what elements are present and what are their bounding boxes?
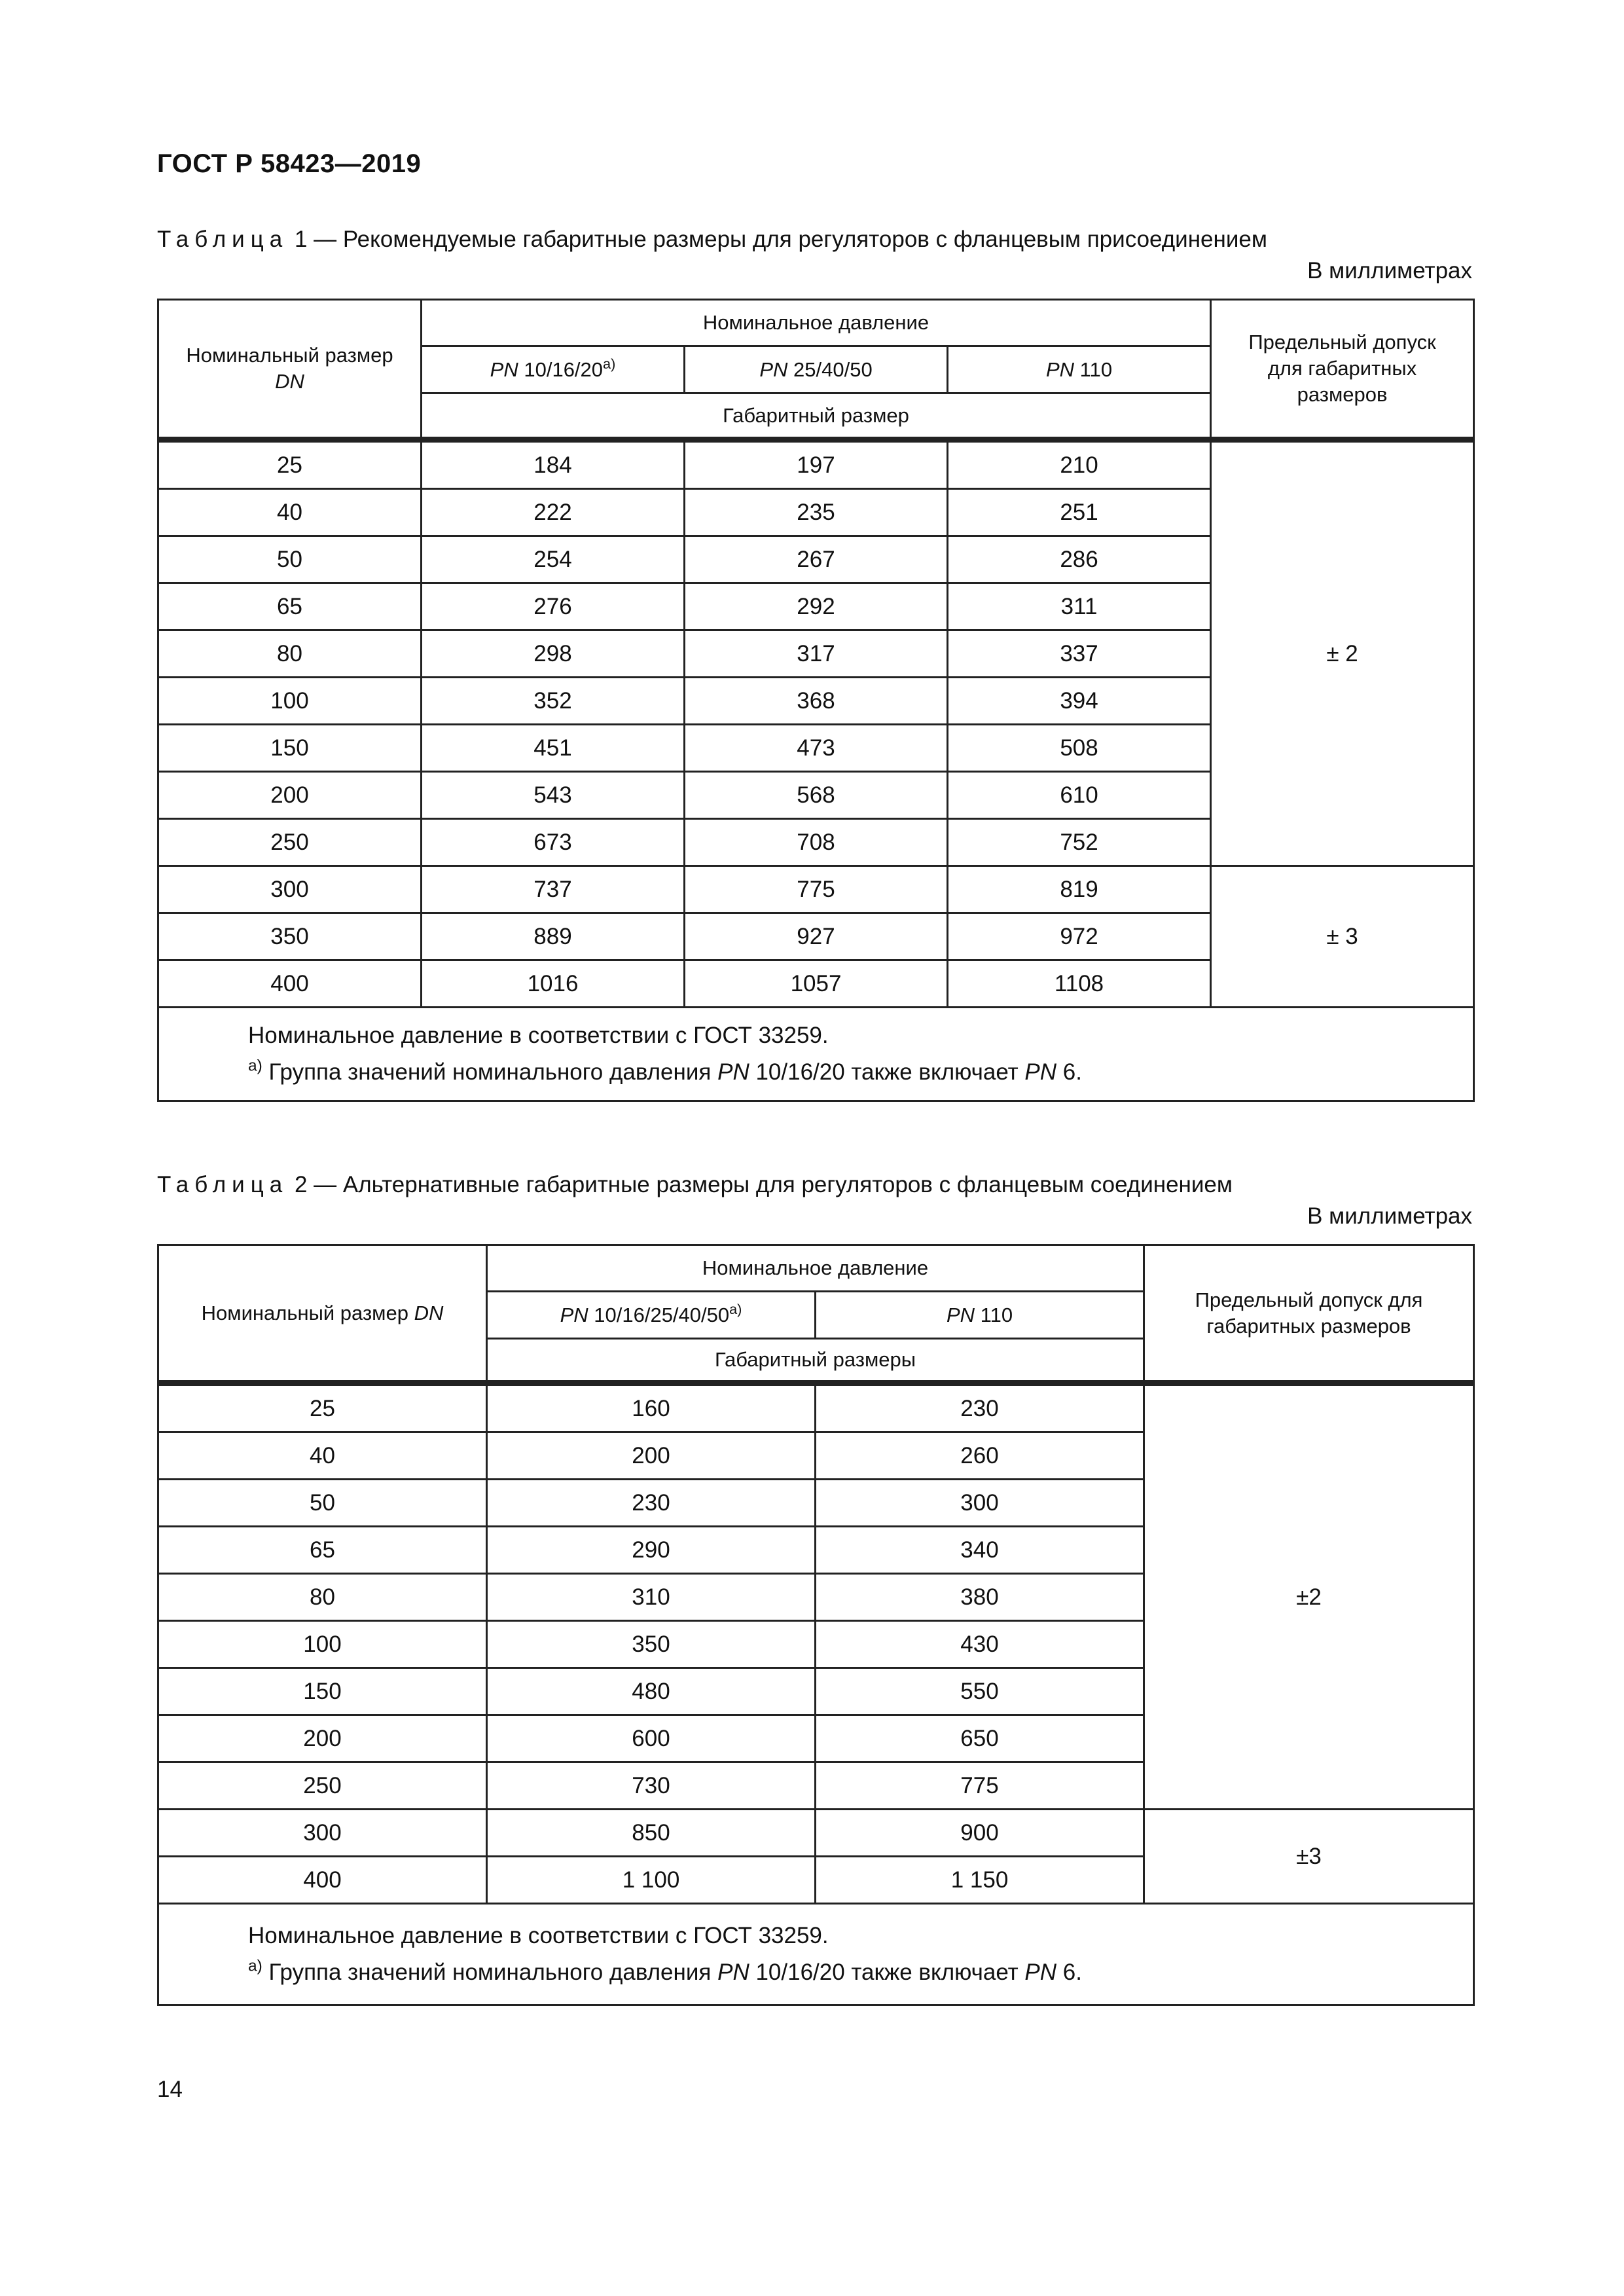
- table1-dimension-header: Габаритный размер: [422, 393, 1211, 440]
- table-cell: 730: [487, 1762, 816, 1810]
- table-cell: 508: [948, 725, 1211, 772]
- table-row: [158, 440, 1474, 489]
- table-cell: 850: [487, 1810, 816, 1857]
- table-cell: 292: [685, 583, 948, 630]
- table2-units: В миллиметрах: [1307, 1203, 1472, 1229]
- table-cell: 25: [158, 440, 422, 489]
- table-cell: 737: [422, 866, 685, 913]
- table-cell: 298: [422, 630, 685, 678]
- table-cell: 480: [487, 1668, 816, 1715]
- table-cell: 300: [816, 1480, 1144, 1527]
- table-cell: 300: [158, 1810, 487, 1857]
- table-cell: 65: [158, 1527, 487, 1574]
- table-cell: 200: [487, 1432, 816, 1480]
- table-cell: 380: [816, 1574, 1144, 1621]
- table-cell: 775: [685, 866, 948, 913]
- table-cell: 250: [158, 1762, 487, 1810]
- table1-pressure-header: Номинальное давление: [422, 300, 1211, 346]
- table-cell: 368: [685, 678, 948, 725]
- table-cell: 200: [158, 1715, 487, 1762]
- table-cell: 600: [487, 1715, 816, 1762]
- table-row: [158, 1810, 1474, 1857]
- table-cell: 752: [948, 819, 1211, 866]
- table-cell: 350: [158, 913, 422, 960]
- table1-caption: Таблица 1 — Рекомендуемые габаритные размеры для регуляторов с фланцевым присоединением: [157, 227, 1267, 252]
- table-cell: 400: [158, 1857, 487, 1904]
- table1-units: В миллиметрах: [1307, 258, 1472, 283]
- table-cell: 543: [422, 772, 685, 819]
- table-cell: 775: [816, 1762, 1144, 1810]
- table1-pn-col-1: PN 10/16/20$^{a)}$: [422, 346, 685, 393]
- table-cell: 310: [487, 1574, 816, 1621]
- document-header: ГОСТ Р 58423—2019: [157, 149, 422, 178]
- table-cell: 708: [685, 819, 948, 866]
- table2-dn-header: Номинальный размер DN: [158, 1245, 487, 1383]
- table2-caption: Таблица 2 — Альтернативные габаритные размеры для регуляторов с фланцевым соединением: [157, 1172, 1233, 1197]
- table-cell: 150: [158, 1668, 487, 1715]
- table-cell: 286: [948, 536, 1211, 583]
- table-cell: 430: [816, 1621, 1144, 1668]
- table-cell: 610: [948, 772, 1211, 819]
- table-cell: 1057: [685, 960, 948, 1008]
- table-cell: 300: [158, 866, 422, 913]
- table-cell: 311: [948, 583, 1211, 630]
- table1-dn-header: Номинальный размер DN: [158, 300, 422, 440]
- table-cell: 251: [948, 489, 1211, 536]
- table1-tolerance-header: Предельный допуск для габаритных размеров: [1211, 300, 1474, 440]
- table2-dimension-header: Габаритный размеры: [487, 1339, 1144, 1383]
- table-cell: 394: [948, 678, 1211, 725]
- table-cell: 200: [158, 772, 422, 819]
- table-cell: 900: [816, 1810, 1144, 1857]
- table-cell: 1 100: [487, 1857, 816, 1904]
- table-cell: 235: [685, 489, 948, 536]
- page-number: 14: [157, 2077, 183, 2102]
- table2-footnote: $^{a)}$ Группа значений номинального давления PN 10/16/20 также включает PN 6.: [248, 1957, 1082, 1985]
- table1-pn-col-3: PN 110: [948, 346, 1211, 393]
- table1-pn-col-2: PN 25/40/50: [685, 346, 948, 393]
- table-cell: 184: [422, 440, 685, 489]
- table-cell: 927: [685, 913, 948, 960]
- table-cell: 400: [158, 960, 422, 1008]
- table-cell: 1016: [422, 960, 685, 1008]
- table-cell: 972: [948, 913, 1211, 960]
- table-cell: 210: [948, 440, 1211, 489]
- table-cell: 254: [422, 536, 685, 583]
- table-cell: 100: [158, 678, 422, 725]
- table2-tolerance-1: ±2: [1144, 1383, 1474, 1810]
- table-cell: 197: [685, 440, 948, 489]
- table2-note: Номинальное давление в соответствии с ГОСТ 33259.: [248, 1923, 829, 1948]
- table-cell: 40: [158, 489, 422, 536]
- table2: [157, 1244, 1475, 2006]
- table-cell: 150: [158, 725, 422, 772]
- table-cell: 230: [487, 1480, 816, 1527]
- table-cell: 100: [158, 1621, 487, 1668]
- table2-pressure-header: Номинальное давление: [487, 1245, 1144, 1292]
- table-cell: 650: [816, 1715, 1144, 1762]
- table-cell: 819: [948, 866, 1211, 913]
- table1-notes: [158, 1008, 1474, 1101]
- table-cell: 568: [685, 772, 948, 819]
- table-cell: 260: [816, 1432, 1144, 1480]
- table-cell: 230: [816, 1383, 1144, 1432]
- table1-tolerance-2: ± 3: [1211, 866, 1474, 1008]
- table-cell: 317: [685, 630, 948, 678]
- table-cell: 222: [422, 489, 685, 536]
- table1-tolerance-1: ± 2: [1211, 440, 1474, 866]
- table-row: [158, 1383, 1474, 1432]
- table2-notes: [158, 1904, 1474, 2005]
- table-cell: 1108: [948, 960, 1211, 1008]
- table-cell: 160: [487, 1383, 816, 1432]
- table-cell: 40: [158, 1432, 487, 1480]
- table2-pn-col-2: PN 110: [816, 1292, 1144, 1339]
- table-cell: 337: [948, 630, 1211, 678]
- table2-tolerance-2: ±3: [1144, 1810, 1474, 1904]
- table1: [157, 299, 1475, 1102]
- table-cell: 1 150: [816, 1857, 1144, 1904]
- table-cell: 267: [685, 536, 948, 583]
- table-cell: 350: [487, 1621, 816, 1668]
- table2-tolerance-header: Предельный допуск для габаритных размеров: [1144, 1245, 1474, 1383]
- table-cell: 473: [685, 725, 948, 772]
- table-cell: 352: [422, 678, 685, 725]
- table-row: [158, 866, 1474, 913]
- table-cell: 451: [422, 725, 685, 772]
- table1-note: Номинальное давление в соответствии с ГОСТ 33259.: [248, 1023, 829, 1048]
- table-cell: 889: [422, 913, 685, 960]
- table-cell: 50: [158, 1480, 487, 1527]
- table-cell: 550: [816, 1668, 1144, 1715]
- table-cell: 340: [816, 1527, 1144, 1574]
- table-cell: 25: [158, 1383, 487, 1432]
- table-cell: 250: [158, 819, 422, 866]
- table-cell: 80: [158, 1574, 487, 1621]
- table-cell: 65: [158, 583, 422, 630]
- table-cell: 290: [487, 1527, 816, 1574]
- table-cell: 673: [422, 819, 685, 866]
- table-cell: 80: [158, 630, 422, 678]
- table1-footnote: $^{a)}$ Группа значений номинального давления PN 10/16/20 также включает PN 6.: [248, 1057, 1082, 1085]
- table2-pn-col-1: PN 10/16/25/40/50$^{a)}$: [487, 1292, 816, 1339]
- table-cell: 276: [422, 583, 685, 630]
- table-cell: 50: [158, 536, 422, 583]
